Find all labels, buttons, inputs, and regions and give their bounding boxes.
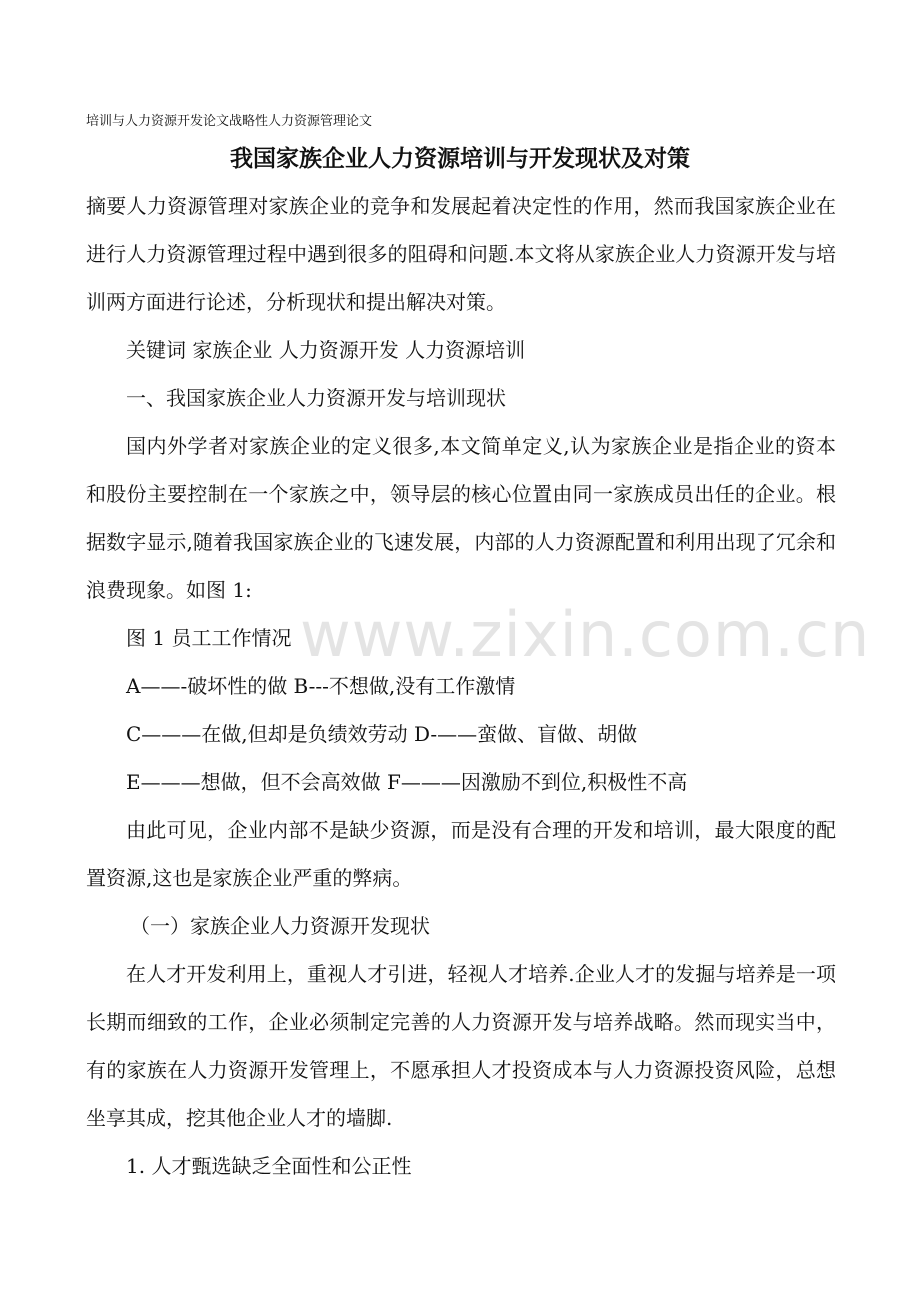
document-category-header: 培训与人力资源开发论文战略性人力资源管理论文 (86, 114, 373, 129)
keywords-line: 关键词 家族企业 人力资源开发 人力资源培训 (126, 338, 526, 362)
watermark: www.zixin.com.cn (300, 598, 871, 671)
abstract-paragraph: 摘要人力资源管理对家族企业的竞争和发展起着决定性的作用，然而我国家族企业在进行人力资源管理过程中遇到很多的阻碍和问题.本文将从家族企业人力资源开发与培训两方面进行论述，分析现状和提出解决对策。 (86, 194, 836, 314)
subsection-heading: （一）家族企业人力资源开发现状 (130, 914, 430, 938)
figure-legend-line: A——-破坏性的做 B---不想做,没有工作激情 (126, 674, 516, 698)
body-paragraph: 在人才开发利用上，重视人才引进，轻视人才培养.企业人才的发掘与培养是一项长期而细致的工作，企业必须制定完善的人力资源开发与培养战略。然而现实当中，有的家族在人力资源开发管理上，不愿承担人才投资成本与人力资源投资风险，总想坐享其成，挖其他企业人才的墙脚. (86, 962, 836, 1130)
section-heading: 一、我国家族企业人力资源开发与培训现状 (126, 386, 506, 410)
figure-legend-line: C———在做,但却是负绩效劳动 D-——蛮做、盲做、胡做 (126, 722, 638, 746)
body-paragraph: 由此可见，企业内部不是缺少资源，而是没有合理的开发和培训，最大限度的配置资源,这也是家族企业严重的弊病。 (86, 818, 836, 890)
body-paragraph: 国内外学者对家族企业的定义很多,本文简单定义,认为家族企业是指企业的资本和股份主要控制在一个家族之中，领导层的核心位置由同一家族成员出任的企业。根据数字显示,随着我国家族企业的飞速发展，内部的人力资源配置和利用出现了冗余和浪费现象。如图 1: (86, 434, 836, 602)
figure-caption: 图 1 员工工作情况 (126, 626, 292, 650)
point-heading: 1. 人才甄选缺乏全面性和公正性 (126, 1154, 412, 1178)
document-body (86, 182, 836, 1190)
document-title: 我国家族企业人力资源培训与开发现状及对策 (230, 145, 690, 172)
figure-legend-line: E———想做，但不会高效做 F———因激励不到位,积极性不高 (126, 770, 688, 794)
